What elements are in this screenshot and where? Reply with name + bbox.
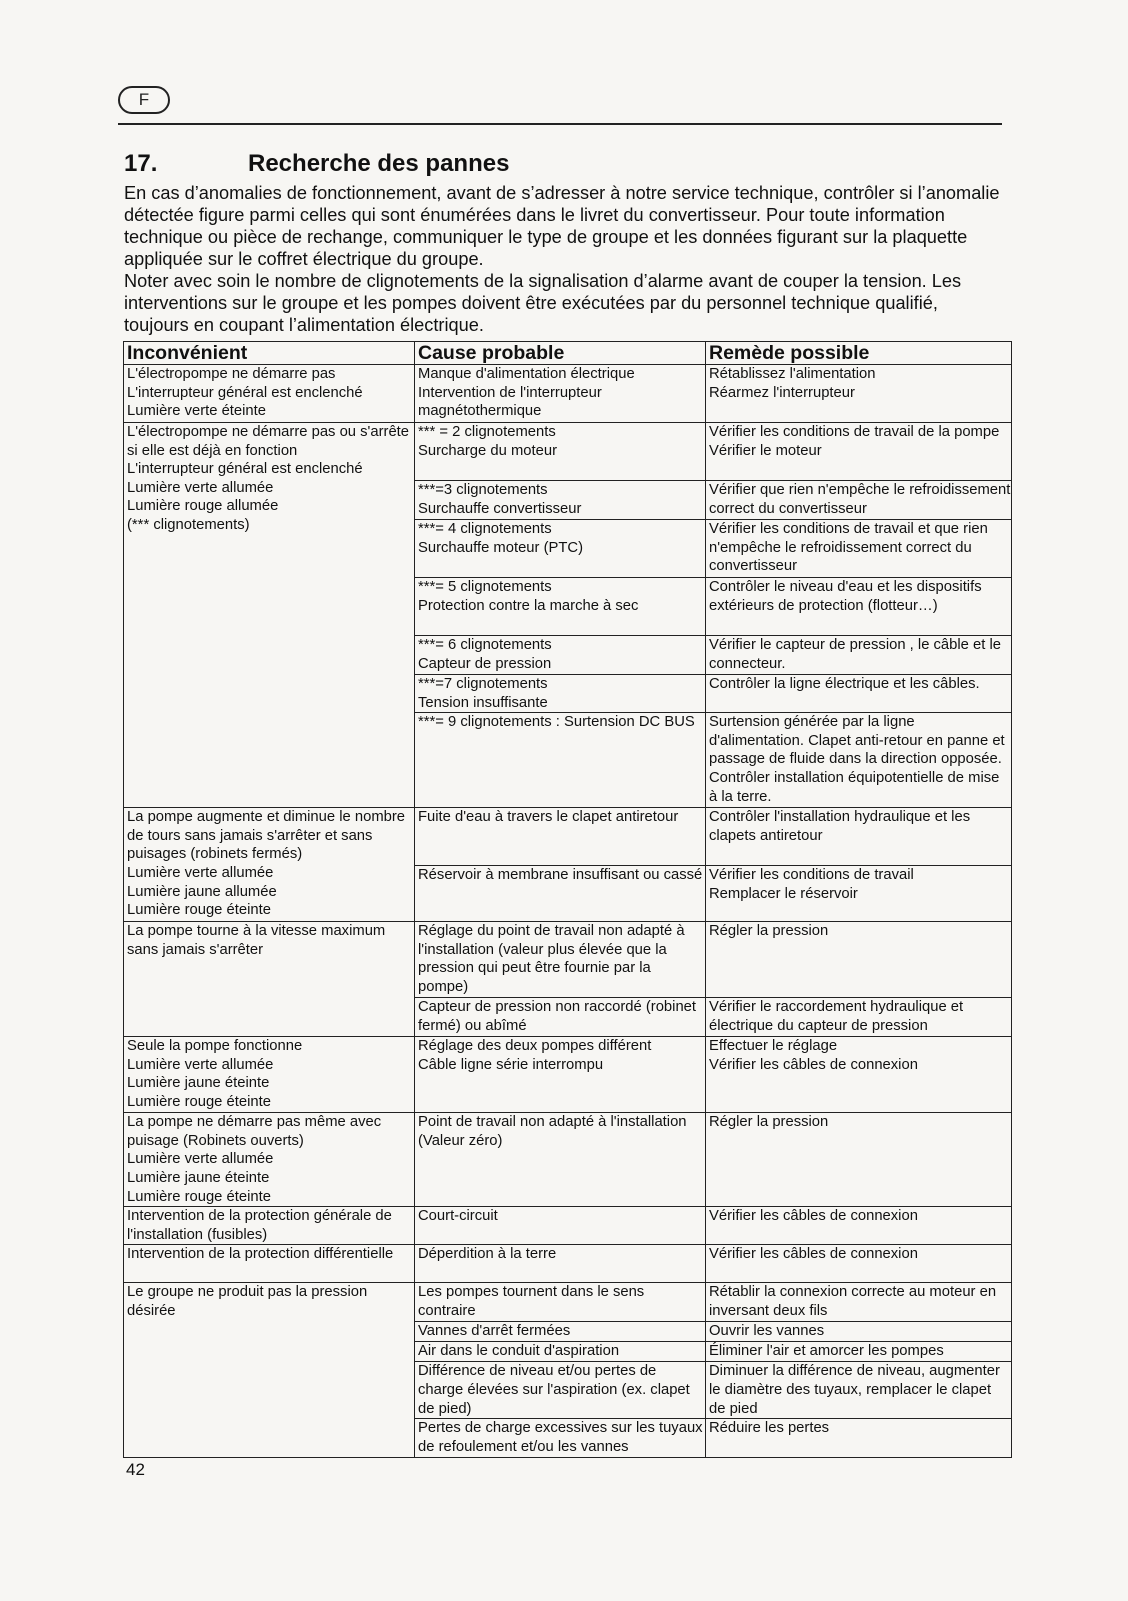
cause-cell: Air dans le conduit d'aspiration [415,1342,706,1362]
table-row [124,423,1012,481]
problem-cell: La pompe ne démarre pas même avec puisage (Robinets ouverts) Lumière verte allumée Lumière jaune éteinte Lumière rouge éteinte [124,1113,415,1207]
table-row [124,365,1012,423]
remedy-cell: Régler la pression [706,1113,1012,1207]
remedy-cell: Diminuer la différence de niveau, augmenter le diamètre des tuyaux, remplacer le clapet de pied [706,1362,1012,1419]
page-number: 42 [126,1460,145,1479]
cause-cell: *** = 2 clignotements Surcharge du moteur [415,423,706,481]
table-header-row [124,342,1012,365]
remedy-cell: Vérifier le raccordement hydraulique et électrique du capteur de pression [706,998,1012,1037]
section-number: 17. [124,150,158,177]
remedy-cell: Vérifier les câbles de connexion [706,1245,1012,1283]
cause-cell: ***= 4 clignotements Surchauffe moteur (PTC) [415,520,706,578]
remedy-cell: Vérifier les conditions de travail de la pompe Vérifier le moteur [706,423,1012,481]
problem-cell: L'électropompe ne démarre pas ou s'arrête si elle est déjà en fonction L'interrupteur général est enclenché Lumière verte allumée Lumière rouge allumée (*** clignotements) [124,423,415,808]
table-row [124,808,1012,866]
cause-cell: Pertes de charge excessives sur les tuyaux de refoulement et/ou les vannes [415,1419,706,1458]
problem-cell: La pompe tourne à la vitesse maximum sans jamais s'arrêter [124,922,415,1037]
table-row [124,1113,1012,1207]
header-rule [118,123,1002,125]
cause-cell: Court-circuit [415,1207,706,1245]
column-header-cause: Cause probable [415,342,706,365]
remedy-cell: Rétablissez l'alimentation Réarmez l'interrupteur [706,365,1012,423]
remedy-cell: Ouvrir les vannes [706,1322,1012,1342]
problem-cell: L'électropompe ne démarre pas L'interrupteur général est enclenché Lumière verte éteinte [124,365,415,423]
cause-cell: Déperdition à la terre [415,1245,706,1283]
remedy-cell: Régler la pression [706,922,1012,998]
cause-cell: Réglage des deux pompes différent Câble ligne série interrompu [415,1037,706,1113]
remedy-cell: Vérifier les câbles de connexion [706,1207,1012,1245]
cause-cell: Fuite d'eau à travers le clapet antiretour [415,808,706,866]
table-row [124,1037,1012,1113]
table-row [124,1283,1012,1322]
remedy-cell: Contrôler le niveau d'eau et les dispositifs extérieurs de protection (flotteur…) [706,578,1012,636]
problem-cell: Le groupe ne produit pas la pression désirée [124,1283,415,1458]
remedy-cell: Contrôler la ligne électrique et les câbles. [706,675,1012,713]
table-row [124,1245,1012,1283]
remedy-cell: Rétablir la connexion correcte au moteur en inversant deux fils [706,1283,1012,1322]
cause-cell: Différence de niveau et/ou pertes de charge élevées sur l'aspiration (ex. clapet de pied) [415,1362,706,1419]
remedy-cell: Éliminer l'air et amorcer les pompes [706,1342,1012,1362]
problem-cell: Intervention de la protection différentielle [124,1245,415,1283]
problem-cell: Seule la pompe fonctionne Lumière verte allumée Lumière jaune éteinte Lumière rouge éteinte [124,1037,415,1113]
remedy-cell: Vérifier les conditions de travail et que rien n'empêche le refroidissement correct du convertisseur [706,520,1012,578]
language-badge: F [118,86,170,114]
remedy-cell: Vérifier les conditions de travail Remplacer le réservoir [706,866,1012,922]
section-title: Recherche des pannes [248,150,510,177]
remedy-cell: Vérifier que rien n'empêche le refroidissement correct du convertisseur [706,481,1012,520]
cause-cell: Point de travail non adapté à l'installation (Valeur zéro) [415,1113,706,1207]
cause-cell: Vannes d'arrêt fermées [415,1322,706,1342]
section-heading [124,150,509,178]
cause-cell: ***=3 clignotements Surchauffe convertisseur [415,481,706,520]
intro-text [124,182,1004,336]
column-header-problem: Inconvénient [124,342,415,365]
intro-paragraph: En cas d’anomalies de fonctionnement, avant de s’adresser à notre service technique, contrôler si l’anomalie détectée figure parmi celles qui sont énumérées dans le livret du convertisseur. Pour toute information technique ou pièce de rechange, communiquer le type de groupe et les données figurant sur la plaquette appliquée sur le coffret électrique du groupe. [124,183,1000,269]
table-row [124,1207,1012,1245]
cause-cell: Capteur de pression non raccordé (robinet fermé) ou abîmé [415,998,706,1037]
remedy-cell: Effectuer le réglage Vérifier les câbles de connexion [706,1037,1012,1113]
cause-cell: Réservoir à membrane insuffisant ou cassé [415,866,706,922]
remedy-cell: Vérifier le capteur de pression , le câble et le connecteur. [706,636,1012,675]
cause-cell: Les pompes tournent dans le sens contraire [415,1283,706,1322]
troubleshooting-table [123,341,1012,1458]
cause-cell: ***=7 clignotements Tension insuffisante [415,675,706,713]
intro-paragraph: Noter avec soin le nombre de clignotements de la signalisation d’alarme avant de couper la tension. Les interventions sur le groupe et les pompes doivent être exécutées par du personnel technique qualifié, toujours en coupant l’alimentation électrique. [124,271,962,335]
remedy-cell: Surtension générée par la ligne d'alimentation. Clapet anti-retour en panne et passage de fluide dans la direction opposée. Contrôler installation équipotentielle de mise à la terre. [706,713,1012,808]
cause-cell: Manque d'alimentation électrique Intervention de l'interrupteur magnétothermique [415,365,706,423]
cause-cell: ***= 6 clignotements Capteur de pression [415,636,706,675]
cause-cell: Réglage du point de travail non adapté à l'installation (valeur plus élevée que la pression qui peut être fournie par la pompe) [415,922,706,998]
remedy-cell: Contrôler l'installation hydraulique et les clapets antiretour [706,808,1012,866]
table-row [124,922,1012,998]
cause-cell: ***= 5 clignotements Protection contre la marche à sec [415,578,706,636]
problem-cell: La pompe augmente et diminue le nombre de tours sans jamais s'arrêter et sans puisages (robinets fermés) Lumière verte allumée Lumière jaune allumée Lumière rouge éteinte [124,808,415,922]
problem-cell: Intervention de la protection générale de l'installation (fusibles) [124,1207,415,1245]
column-header-remedy: Remède possible [706,342,1012,365]
remedy-cell: Réduire les pertes [706,1419,1012,1458]
cause-cell: ***= 9 clignotements : Surtension DC BUS [415,713,706,808]
